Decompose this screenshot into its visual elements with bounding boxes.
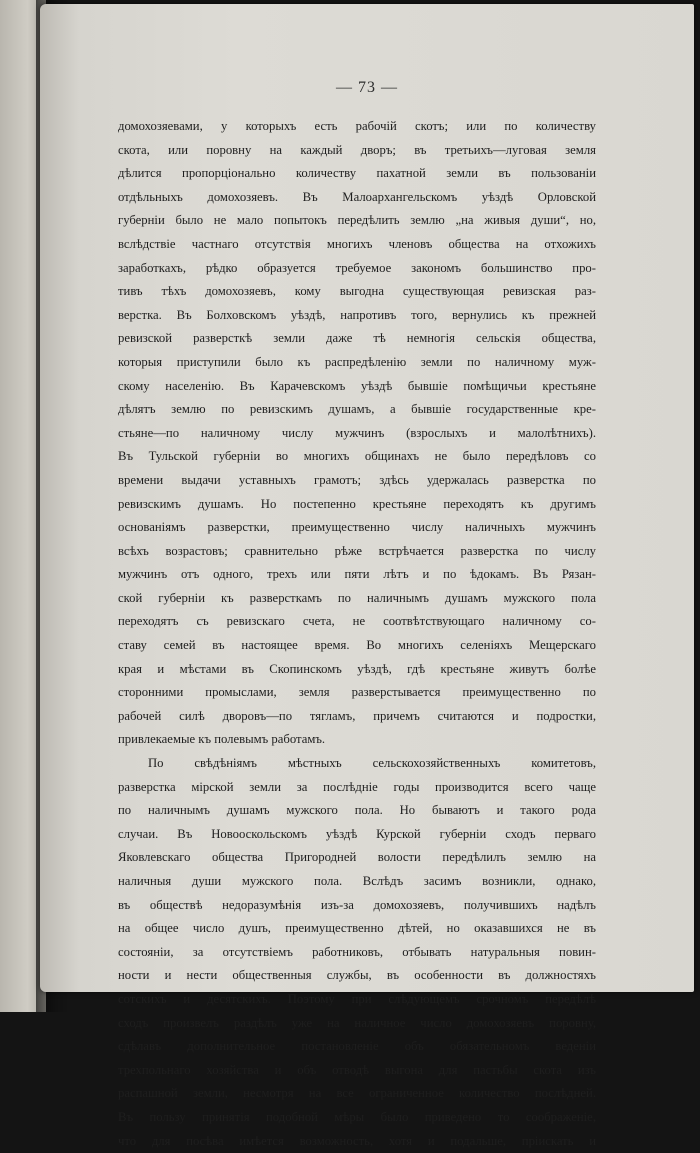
text-line: дѣлится пропорціонально количеству пахатной земли въ пользованіи (118, 166, 596, 181)
text-line: Въ пользу принятія подобной мѣры было приведено то соображеніе, (118, 1109, 596, 1124)
text-line: дѣлятъ землю по ревизскимъ душамъ, а бывшіе государственные кре- (118, 402, 596, 417)
text-line: заработкахъ, рѣдко образуется требуемое закономъ большинство про- (118, 260, 596, 275)
text-line: домохозяевами, у которыхъ есть рабочій скотъ; или по количеству (118, 119, 596, 133)
text-line: губерніи было не мало попытокъ передѣлить землю „на живыя души“, но, (118, 213, 596, 228)
text-line: которыя приступили было къ распредѣленію земли по наличному муж- (118, 354, 596, 369)
text-line: тивъ тѣхъ домохозяевъ, кому выгодна существующая ревизская раз- (118, 284, 596, 299)
paragraph (118, 115, 596, 752)
text-line: переходятъ съ ревизскаго счета, не соотвѣтствующаго наличному со- (118, 614, 596, 629)
text-line: состояніи, за отсутствіемъ работниковъ, отбывать натуральныя повин- (118, 944, 596, 959)
text-line: верстка. Въ Болховскомъ уѣздѣ, напротивъ того, вернулись къ прежней (118, 307, 596, 322)
text-line: сотскихъ и десятскихъ. Поэтому при слѣдующемъ срочномъ передѣлѣ (118, 991, 596, 1006)
text-line: По свѣдѣніямъ мѣстныхъ сельскохозяйственныхъ комитетовъ, (148, 756, 596, 771)
text-line: сдѣлавъ дополнительное постановленіе объ обязательномъ веденіи (118, 1039, 596, 1054)
text-line: ности и нести общественныя службы, въ особенности въ должностяхъ (118, 968, 596, 983)
text-line: по наличнымъ душамъ мужского пола. Но бываютъ и такого рода (118, 803, 596, 818)
text-line: стьяне—по наличному числу мужчинъ (взрослыхъ и малолѣтнихъ). (118, 425, 596, 440)
text-line: скота, или поровну на каждый дворъ; въ третьихъ—луговая земля (118, 142, 596, 157)
text-line: Въ Тульской губерніи во многихъ общинахъ не было передѣловъ со (118, 449, 596, 464)
text-line: разверстка мірской земли за послѣдніе годы производится всего чаще (118, 779, 596, 794)
text-line: наличныя души мужского пола. Вслѣдъ засимъ возникли, однако, (118, 874, 596, 888)
text-line: скому населенію. Въ Карачевскомъ уѣздѣ бывшіе помѣщичьи крестьяне (118, 378, 596, 393)
paragraph (118, 752, 596, 1153)
text-line: трехпольнаго хозяйства и объ отводѣ выгона для пастьбы скота изъ (118, 1062, 596, 1077)
text-line: края и мѣстами въ Скопинскомъ уѣздѣ, гдѣ крестьяне живутъ болѣе (118, 661, 596, 676)
text-line: случаи. Въ Новооскольскомъ уѣздѣ Курской губерніи сходъ перваго (118, 826, 596, 841)
text-line: мужчинъ отъ одного, трехъ или пяти лѣтъ и по ѣдокамъ. Въ Рязан- (118, 567, 596, 582)
text-line: основаніямъ разверстки, преимущественно числу наличныхъ мужчинъ (118, 520, 596, 535)
text-line: на общее число душъ, преимущественно дѣтей, но оказавшихся не въ (118, 921, 596, 936)
text-line: ревизской разверсткѣ земли даже тѣ немногія сельскія общества, (118, 331, 596, 346)
text-line: сторонними промыслами, земля разверстывается преимущественно по (118, 685, 596, 700)
text-line: вслѣдствіе частнаго отсутствія многихъ членовъ общества на отхожихъ (118, 236, 596, 251)
text-line: что для посѣва имѣется возможность, хотя и подальше, пріискать и (118, 1133, 596, 1148)
text-line: ставу семей въ настоящее время. Во многихъ селеніяхъ Мещерскаго (118, 638, 596, 653)
text-line: времени выдачи уставныхъ грамотъ; здѣсь удержалась разверстка по (118, 472, 596, 487)
text-line: рабочей силѣ дворовъ—по тягламъ, причемъ считаются и подростки, (118, 708, 596, 723)
book-page (40, 4, 694, 1148)
text-line: отдѣльныхъ домохозяевъ. Въ Малоархангельскомъ уѣздѣ Орловской (118, 189, 596, 204)
text-line: Яковлевскаго общества Пригородней волости передѣлилъ землю на (118, 850, 596, 865)
text-line: въ обществѣ недоразумѣнія изъ-за домохозяевъ, получившихъ надѣлъ (118, 897, 596, 912)
text-line: ской губерніи къ разверсткамъ по наличнымъ душамъ мужского пола (118, 590, 596, 605)
body-text (118, 115, 596, 1153)
text-line: всѣхъ возрастовъ; сравнительно рѣже встрѣчается разверстка по числу (118, 543, 596, 558)
text-line: ревизскимъ душамъ. Но постепенно крестьяне переходятъ къ другимъ (118, 496, 596, 511)
text-line: привлекаемые къ полевымъ работамъ. (118, 732, 326, 747)
text-line: сходъ произвелъ раздѣлъ уже на наличное число домохозяевъ поровну, (118, 1015, 596, 1030)
page-number: — 73 — (336, 79, 398, 96)
text-line: распашной земли, несмотря на все ограниченное количество послѣдней. (118, 1086, 596, 1101)
